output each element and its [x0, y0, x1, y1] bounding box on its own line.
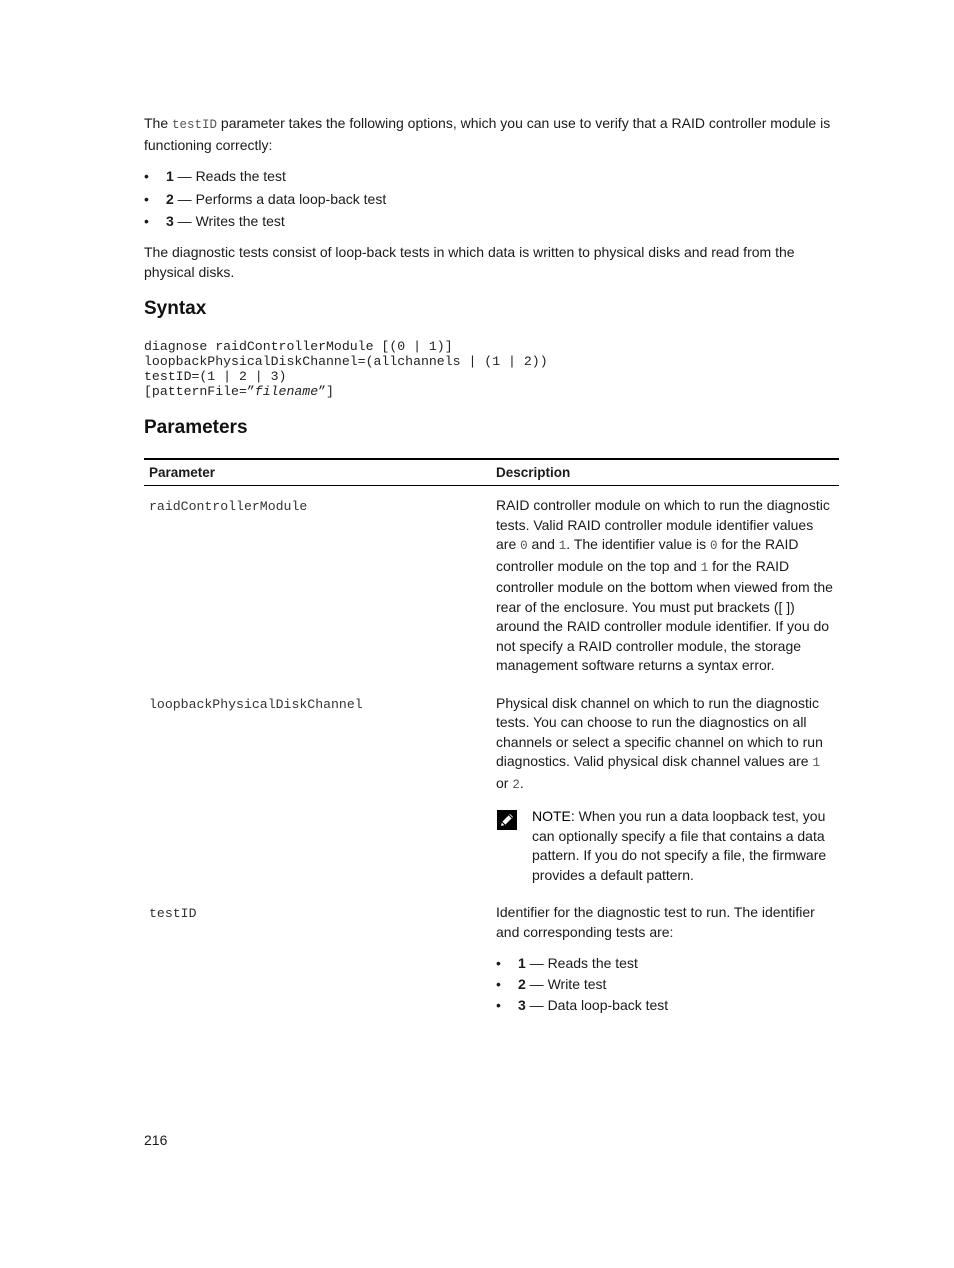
desc-text: . The identifier value is: [566, 536, 711, 552]
inline-code: 1: [558, 539, 567, 553]
column-header-parameter: Parameter: [144, 459, 491, 486]
syntax-text: ”]: [318, 384, 334, 399]
desc-text: for the RAID controller module on the bottom when viewed from the rear of the enclosure. You must put brackets ([ ]) around the RAID controller module identifier. If you do not specify a RAID controller module, the storage management software returns a syntax error.: [496, 557, 833, 673]
option-text: — Performs a data loop-back test: [173, 190, 387, 207]
syntax-heading: Syntax: [144, 298, 207, 319]
list-item: [496, 954, 834, 973]
desc-text: Physical disk channel on which to run the diagnostic tests. You can choose to run the diagnostics on all channels or select a specific channel on which to run diagnostics. Valid physical disk channel values are: [496, 694, 823, 769]
syntax-variable: filename: [254, 384, 319, 399]
note-body: When you run a data loopback test, you can optionally specify a file that contains a data pattern. If you do not specify a file, the firmware provides a default pattern.: [532, 808, 827, 883]
list-item: [144, 212, 844, 231]
table-row: [144, 486, 839, 684]
option-number: 3: [166, 213, 174, 229]
inline-code: 2: [512, 777, 520, 792]
note-pencil-icon: [496, 809, 518, 831]
description-text: [496, 694, 834, 796]
desc-text: .: [519, 774, 524, 791]
inline-code: 0: [520, 539, 528, 553]
page-number: 216: [144, 1132, 168, 1148]
column-header-description: Description: [491, 459, 839, 486]
list-item: [144, 190, 844, 209]
syntax-text: [patternFile=”: [144, 384, 255, 399]
test-id-list: [496, 954, 834, 1015]
syntax-line: testID=(1 | 2 | 3): [144, 369, 287, 384]
intro-text: parameter takes the following options, which you can use to verify that a RAID controller module is functioning correctly:: [144, 115, 831, 153]
inline-code: 1: [812, 756, 820, 770]
table-row: [144, 684, 839, 894]
desc-text: and: [527, 536, 559, 552]
bullet-icon: •: [496, 997, 501, 1013]
intro-paragraph: [144, 114, 844, 155]
note-box: [496, 807, 834, 885]
note-text: [532, 807, 834, 885]
diagnostic-paragraph: The diagnostic tests consist of loop-back tests in which data is written to physical disks and read from the physical disks.: [144, 244, 795, 280]
option-number: 1: [166, 168, 174, 184]
description-text: Identifier for the diagnostic test to run. The identifier and corresponding tests are:: [496, 904, 815, 940]
parameter-description: [491, 486, 839, 684]
intro-section: [144, 114, 844, 282]
parameter-name: testID: [149, 906, 197, 921]
description-text: [496, 496, 834, 676]
option-text: — Reads the test: [173, 168, 286, 184]
option-number: 3: [518, 997, 526, 1013]
option-number: 1: [518, 955, 526, 971]
bullet-icon: •: [496, 976, 501, 992]
inline-code: 0: [710, 539, 718, 553]
desc-text: RAID controller module on which to run the diagnostic tests. Valid RAID controller module identifier values are: [496, 497, 830, 552]
option-text: — Reads the test: [525, 955, 638, 971]
list-item: [496, 975, 834, 994]
bullet-icon: •: [144, 190, 149, 207]
parameters-heading: Parameters: [144, 417, 248, 438]
bullet-icon: •: [496, 955, 501, 971]
desc-text: for the RAID controller module on the top and: [496, 536, 799, 574]
syntax-code-block: [144, 339, 548, 399]
list-item: [496, 996, 834, 1015]
list-item: [144, 167, 844, 186]
testid-code: testID: [172, 118, 218, 132]
option-list: [144, 167, 844, 231]
parameters-table: [144, 458, 839, 1025]
note-label: NOTE:: [532, 808, 575, 824]
syntax-line: loopbackPhysicalDiskChannel=(allchannels | (1 | 2)): [144, 354, 548, 369]
option-text: — Writes the test: [173, 213, 285, 229]
option-text: — Data loop-back test: [525, 997, 669, 1013]
option-number: 2: [166, 190, 174, 207]
option-number: 2: [518, 976, 526, 992]
table-header-row: [144, 459, 839, 486]
parameter-name: loopbackPhysicalDiskChannel: [149, 696, 363, 712]
desc-text: or: [496, 774, 513, 791]
intro-text: The: [144, 115, 173, 131]
bullet-icon: •: [144, 213, 149, 229]
syntax-line: [144, 384, 334, 399]
parameter-description: [491, 893, 839, 1025]
syntax-line: diagnose raidControllerModule [(0 | 1)]: [144, 339, 453, 354]
parameter-description: [491, 684, 839, 894]
table-row: [144, 893, 839, 1025]
inline-code: 1: [700, 560, 709, 575]
bullet-icon: •: [144, 168, 149, 184]
parameter-name: raidControllerModule: [149, 499, 308, 514]
option-text: — Write test: [525, 976, 607, 992]
